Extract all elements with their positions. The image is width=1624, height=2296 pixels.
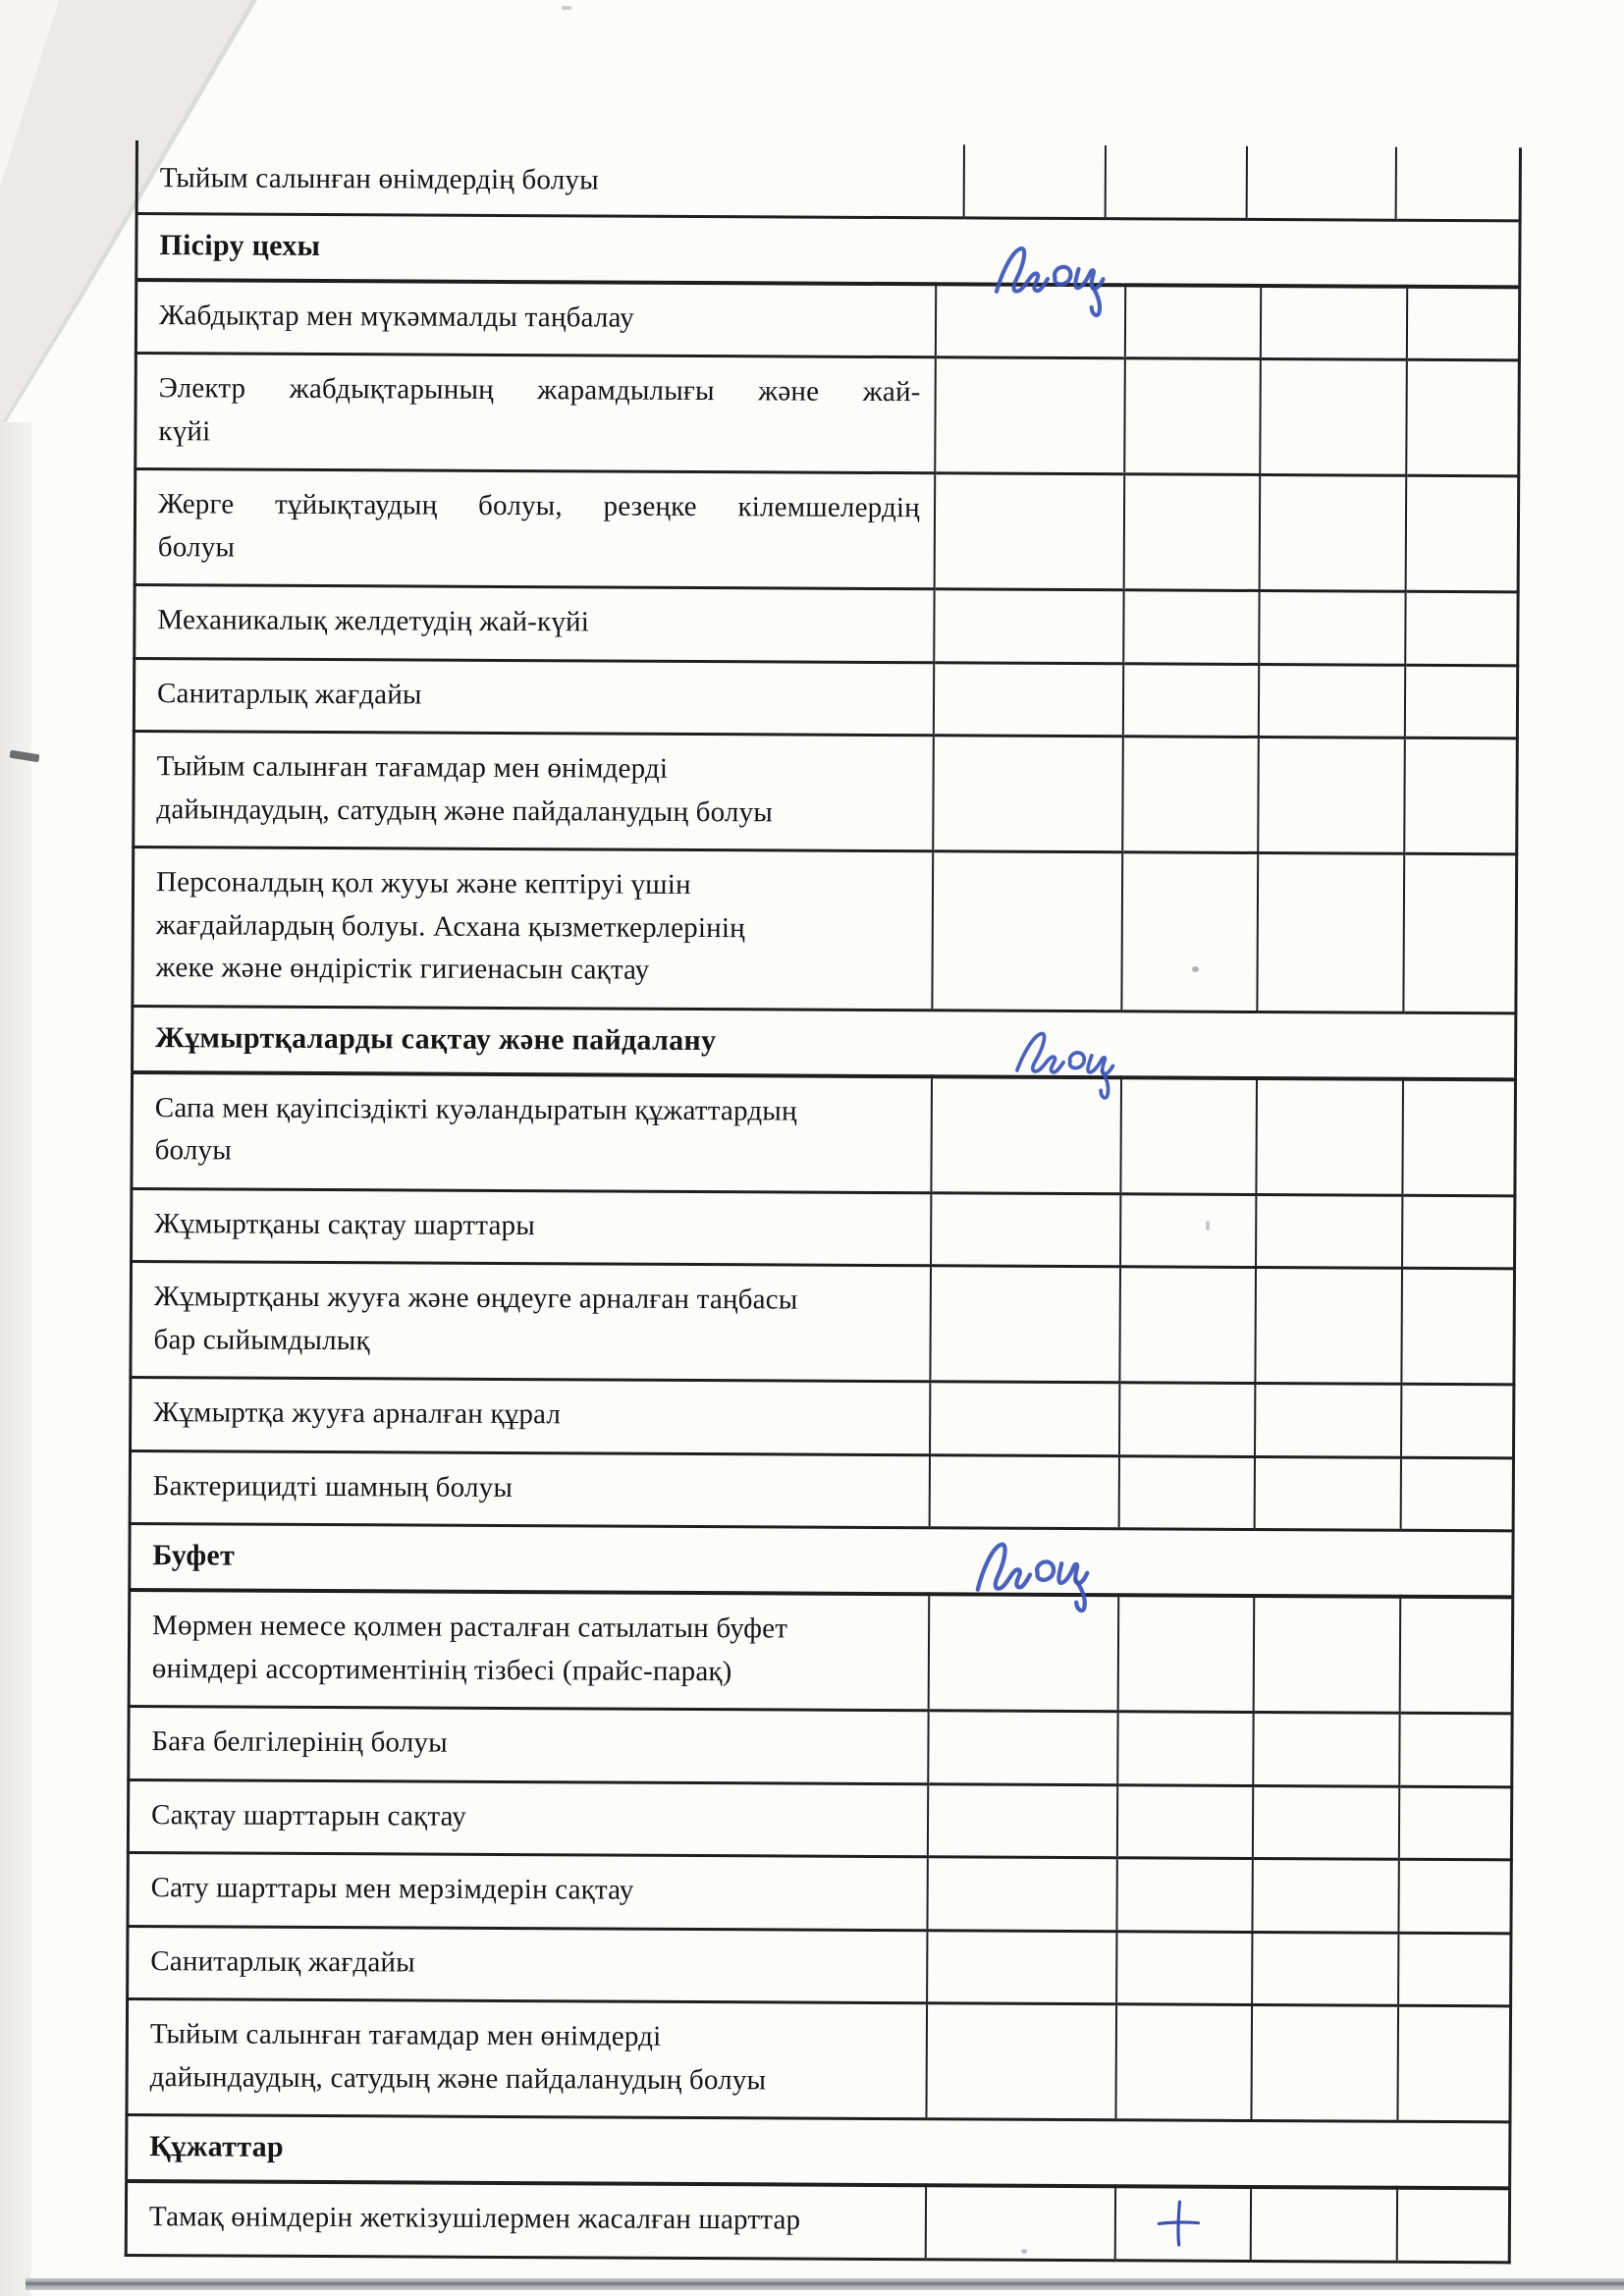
check-cell — [1397, 2188, 1510, 2263]
item-label-line: Персоналдың қол жууы және кептіруі үшін — [155, 866, 691, 901]
table-row — [130, 1450, 1513, 1531]
check-cell — [1125, 285, 1261, 359]
table-row — [127, 1998, 1511, 2121]
scan-bottom-edge — [26, 2278, 1624, 2290]
table-row — [131, 1377, 1514, 1457]
item-label-line: болуы — [154, 1134, 233, 1167]
table-row — [135, 354, 1520, 476]
check-cell — [1407, 286, 1520, 360]
item-cell — [135, 585, 935, 663]
checklist-table-continuation — [135, 140, 1522, 222]
item-label-line: жағдайлардың болуы. Асхана қызметкерлерінің — [155, 908, 745, 944]
table-row — [128, 1926, 1511, 2006]
check-cell — [1120, 1193, 1256, 1267]
check-cell — [926, 2185, 1115, 2260]
check-cell — [1406, 475, 1519, 592]
table-wrapper — [125, 140, 1522, 2264]
item-label-line: Сапа мен қауіпсіздікті куәландыратын құжаттардың — [154, 1091, 797, 1127]
check-cell — [1116, 1858, 1252, 1932]
item-label-line: Электр жабдықтарының жарамдылығы және жай- — [158, 372, 921, 409]
scan-speck — [562, 6, 571, 10]
item-cell — [128, 1926, 928, 2003]
check-cell — [1123, 590, 1259, 664]
item-label-line: Тыйым салынған тағамдар мен өнімдерді — [149, 2018, 662, 2052]
check-cell — [936, 284, 1125, 358]
check-cell-marked — [1115, 2186, 1251, 2261]
item-cell — [135, 280, 936, 357]
scan-bottom-edge-line — [26, 2282, 1624, 2285]
section-title: Жұмыртқаларды сақтау және пайдалану — [155, 1020, 717, 1057]
check-cell — [1400, 1713, 1513, 1786]
check-cell — [1121, 852, 1258, 1011]
item-label-line: өнімдері ассортиментінің тізбесі (прайс-парақ) — [151, 1652, 732, 1687]
item-cell — [129, 1706, 929, 1783]
item-cell — [131, 1377, 931, 1454]
table-row — [135, 469, 1519, 592]
check-cell — [964, 144, 1106, 218]
item-cell — [135, 469, 935, 589]
item-label-line: Баға белгілерінің болуы — [151, 1725, 448, 1759]
check-cell — [928, 1783, 1117, 1858]
item-label-line: Жұмыртқаны сақтау шарттары — [154, 1207, 536, 1241]
check-cell — [1398, 1933, 1511, 2006]
section-cell — [133, 1006, 1516, 1079]
check-cell — [1119, 1383, 1255, 1456]
check-cell — [1254, 1596, 1401, 1713]
check-cell — [1401, 1384, 1514, 1457]
item-cell — [135, 354, 936, 473]
item-label-line: Санитарлық жағдайы — [150, 1944, 415, 1979]
check-cell — [1401, 1457, 1514, 1531]
item-label-line: дайындаудың, сатудың және пайдаланудың болуы — [156, 793, 774, 828]
check-cell — [1120, 1077, 1257, 1194]
item-label-line: Сақтау шарттарын сақтау — [150, 1798, 466, 1832]
check-cell — [1253, 1712, 1400, 1785]
check-cell — [1256, 1077, 1403, 1194]
check-cell — [928, 1711, 1117, 1785]
check-cell — [935, 357, 1125, 474]
check-cell — [1259, 664, 1406, 738]
main-rows — [126, 215, 1520, 2263]
section-title: Буфет — [152, 1539, 236, 1572]
item-label-line: Тыйым салынған тағамдар мен өнімдерді — [156, 750, 669, 785]
item-label-line: Жерге тұйықтаудың болуы, резеңке кілемшелердің — [157, 488, 921, 524]
check-cell — [1406, 591, 1519, 665]
item-cell — [136, 140, 964, 217]
check-cell — [930, 1454, 1119, 1529]
check-cell — [930, 1266, 1120, 1383]
check-cell — [1124, 474, 1261, 591]
item-label-line: күйі — [158, 414, 211, 447]
check-cell — [1255, 1456, 1402, 1530]
section-title: Пісіру цехы — [159, 228, 321, 262]
check-cell — [929, 1594, 1119, 1712]
check-cell — [1400, 1597, 1513, 1714]
check-cell — [1115, 2004, 1252, 2121]
item-label-line: Мөрмен немесе қолмен расталған сатылатын буфет — [151, 1610, 788, 1645]
item-label-line: дайындаудың, сатудың және пайдаланудың болуы — [149, 2060, 767, 2096]
item-cell — [126, 2181, 926, 2259]
check-cell — [1257, 852, 1404, 1011]
check-cell — [933, 736, 1123, 852]
section-title: Құжаттар — [149, 2130, 285, 2163]
check-cell — [935, 473, 1125, 590]
check-cell — [926, 2003, 1116, 2120]
check-cell — [1122, 737, 1259, 853]
check-cell — [1405, 665, 1518, 738]
check-cell — [1407, 359, 1520, 476]
check-cell — [1402, 1268, 1515, 1385]
section-cell — [130, 1523, 1513, 1597]
check-cell — [1255, 1267, 1402, 1384]
item-cell — [132, 1188, 932, 1266]
table-row — [136, 140, 1520, 220]
item-cell — [130, 1450, 930, 1528]
item-label-line: Жабдықтар мен мүкәммалды таңбалау — [158, 299, 634, 334]
check-cell — [1124, 358, 1261, 475]
section-row — [133, 1006, 1516, 1079]
item-label-line: бар сыйымдылық — [153, 1323, 370, 1356]
item-cell — [128, 1852, 928, 1930]
item-label-line: Санитарлық жағдайы — [156, 677, 422, 711]
table-row — [129, 1706, 1512, 1786]
section-cell — [127, 2114, 1510, 2188]
check-cell — [1395, 147, 1520, 221]
check-cell — [934, 589, 1123, 664]
check-cell — [1258, 737, 1405, 853]
check-cell — [1252, 1932, 1399, 2005]
handwritten-plus-mark — [1151, 2195, 1206, 2250]
item-label-line: Сату шарттары мен мерзімдерін сақтау — [150, 1872, 634, 1906]
check-cell — [1255, 1383, 1402, 1456]
check-cell — [1251, 2004, 1398, 2121]
section-row — [136, 215, 1520, 287]
item-cell — [132, 1071, 932, 1192]
check-cell — [1404, 853, 1517, 1012]
section-row — [127, 2114, 1510, 2188]
table-row — [126, 2181, 1509, 2262]
table-row — [128, 1852, 1511, 1933]
item-label-line: Тыйым салынған өнімдердің болуы — [159, 162, 599, 196]
table-row — [134, 731, 1518, 853]
check-cell — [1119, 1455, 1255, 1529]
check-cell — [1260, 359, 1407, 476]
check-cell — [932, 851, 1122, 1011]
check-cell — [1117, 1784, 1253, 1858]
check-cell — [1402, 1195, 1515, 1269]
check-cell — [1117, 1712, 1253, 1785]
item-cell — [127, 1998, 927, 2118]
item-cell — [128, 1779, 928, 1857]
check-cell — [931, 1076, 1121, 1194]
check-cell — [1252, 1858, 1399, 1932]
section-row — [130, 1523, 1513, 1597]
scan-left-edge — [0, 422, 31, 2296]
table-row — [133, 847, 1517, 1012]
item-cell — [134, 731, 934, 850]
check-cell — [927, 1857, 1116, 1932]
item-label-line: Бактерицидті шамның болуы — [152, 1469, 514, 1503]
item-label-line: Жұмыртқа жууға арналған құрал — [153, 1396, 562, 1431]
table-row — [129, 1590, 1513, 1714]
check-cell — [1405, 738, 1518, 854]
check-cell — [934, 662, 1123, 737]
check-cell — [1260, 475, 1407, 592]
section-cell — [136, 215, 1520, 287]
check-cell — [1261, 286, 1408, 360]
check-cell — [1256, 1194, 1403, 1268]
check-cell — [931, 1192, 1120, 1267]
table-row — [131, 1261, 1515, 1384]
item-cell — [133, 847, 933, 1010]
check-cell — [1123, 663, 1259, 737]
check-cell — [1246, 146, 1396, 220]
item-label-line: болуы — [157, 530, 236, 564]
check-cell — [1105, 145, 1246, 219]
item-label-line: жеке және өндірістік гигиенасын сақтау — [155, 952, 650, 986]
check-cell — [1259, 590, 1406, 664]
check-cell — [1398, 2005, 1511, 2122]
check-cell — [927, 1930, 1116, 2004]
check-cell — [1399, 1859, 1512, 1933]
check-cell — [1403, 1078, 1516, 1195]
check-cell — [1253, 1785, 1400, 1859]
table-row — [128, 1779, 1511, 1860]
table-row — [132, 1188, 1515, 1269]
item-label-line: Механикалық желдетудің жай-күйі — [157, 604, 590, 638]
check-cell — [1116, 1931, 1252, 2004]
table-row — [135, 280, 1519, 360]
checklist-table — [125, 214, 1522, 2263]
table-row — [134, 658, 1517, 738]
check-cell — [1251, 2187, 1398, 2262]
item-cell — [129, 1590, 929, 1711]
check-cell — [1119, 1267, 1256, 1384]
item-cell — [131, 1261, 931, 1381]
check-cell — [930, 1382, 1119, 1456]
check-cell — [1118, 1595, 1255, 1712]
item-label-line: Тамақ өнімдерін жеткізушілермен жасалған шарттар — [148, 2201, 801, 2236]
table-row — [135, 585, 1518, 666]
table-row — [132, 1071, 1516, 1195]
item-cell — [134, 658, 934, 736]
item-label-line: Жұмыртқаны жууға және өңдеуге арналған таңбасы — [153, 1281, 798, 1316]
check-cell — [1399, 1786, 1512, 1860]
